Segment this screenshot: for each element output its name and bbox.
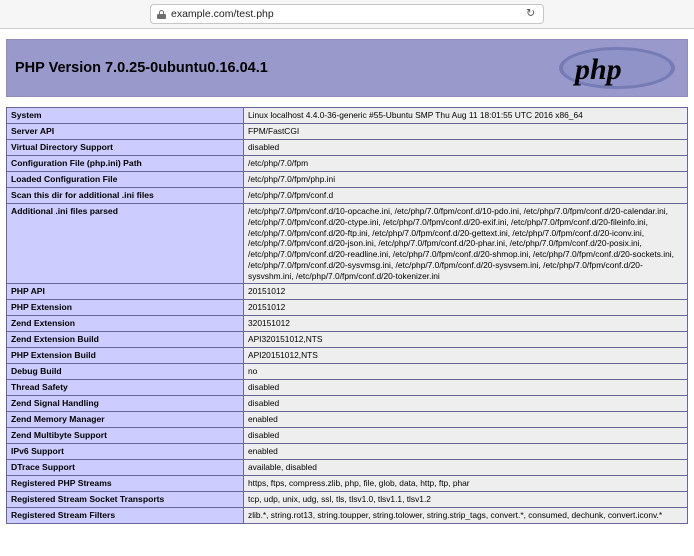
browser-toolbar (0, 0, 694, 29)
page-title: PHP Version 7.0.25-0ubuntu0.16.04.1 (15, 60, 268, 76)
row-value: /etc/php/7.0/fpm/conf.d/10-opcache.ini, /etc/php/7.0/fpm/conf.d/10-pdo.ini, /etc/php/7.0/fpm/conf.d/20-calendar.ini, /etc/php/7.0/fpm/conf.d/20-ctype.ini, /etc/php/7.0/fpm/conf.d/20-exif.ini, /etc/php/7.0/fpm/conf.d/20-fileinfo.ini, /etc/php/7.0/fpm/conf.d/20-ftp.ini, /etc/php/7.0/fpm/conf.d/20-gettext.ini, /etc/php/7.0/fpm/conf.d/20-iconv.ini, /etc/php/7.0/fpm/conf.d/20-json.ini, /etc/php/7.0/fpm/conf.d/20-phar.ini, /etc/php/7.0/fpm/conf.d/20-posix.ini, /etc/php/7.0/fpm/conf.d/20-readline.ini, /etc/php/7.0/fpm/conf.d/20-shmop.ini, /etc/php/7.0/fpm/conf.d/20-sockets.ini, /etc/php/7.0/fpm/conf.d/20-sysvmsg.ini, /etc/php/7.0/fpm/conf.d/20-sysvsem.ini, /etc/php/7.0/fpm/conf.d/20-sysvshm.ini, /etc/php/7.0/fpm/conf.d/20-tokenizer.ini (244, 204, 688, 284)
table-row (7, 140, 688, 156)
row-key: DTrace Support (7, 460, 244, 476)
row-key: Zend Signal Handling (7, 396, 244, 412)
row-value: tcp, udp, unix, udg, ssl, tls, tlsv1.0, tlsv1.1, tlsv1.2 (244, 492, 688, 508)
table-row (7, 380, 688, 396)
lock-icon (157, 10, 166, 19)
row-value: disabled (244, 396, 688, 412)
row-key: Server API (7, 124, 244, 140)
table-row (7, 396, 688, 412)
phpinfo-table-body (7, 108, 688, 524)
table-row (7, 172, 688, 188)
page-content (0, 29, 694, 524)
row-value: 20151012 (244, 300, 688, 316)
row-value: no (244, 364, 688, 380)
svg-text:php: php (575, 53, 622, 86)
row-key: Zend Memory Manager (7, 412, 244, 428)
phpinfo-table (6, 107, 688, 524)
row-key: Registered Stream Socket Transports (7, 492, 244, 508)
table-row (7, 492, 688, 508)
row-value: 20151012 (244, 284, 688, 300)
row-key: System (7, 108, 244, 124)
row-key: Scan this dir for additional .ini files (7, 188, 244, 204)
table-row (7, 444, 688, 460)
row-value: available, disabled (244, 460, 688, 476)
row-value: disabled (244, 380, 688, 396)
row-key: Registered PHP Streams (7, 476, 244, 492)
table-row (7, 428, 688, 444)
row-key: Registered Stream Filters (7, 508, 244, 524)
table-row (7, 508, 688, 524)
table-row (7, 300, 688, 316)
table-row (7, 412, 688, 428)
address-bar[interactable] (150, 4, 544, 24)
table-row (7, 108, 688, 124)
row-key: PHP Extension (7, 300, 244, 316)
row-value: https, ftps, compress.zlib, php, file, glob, data, http, ftp, phar (244, 476, 688, 492)
row-key: Zend Multibyte Support (7, 428, 244, 444)
table-row (7, 348, 688, 364)
row-key: PHP API (7, 284, 244, 300)
row-key: Thread Safety (7, 380, 244, 396)
table-row (7, 332, 688, 348)
table-row (7, 316, 688, 332)
row-value: enabled (244, 444, 688, 460)
row-value: API20151012,NTS (244, 348, 688, 364)
row-value: FPM/FastCGI (244, 124, 688, 140)
table-row (7, 460, 688, 476)
table-row (7, 188, 688, 204)
phpinfo-header (6, 39, 688, 97)
php-logo-icon (557, 44, 677, 92)
row-key: PHP Extension Build (7, 348, 244, 364)
row-key: Virtual Directory Support (7, 140, 244, 156)
row-value: /etc/php/7.0/fpm/conf.d (244, 188, 688, 204)
row-value: API320151012,NTS (244, 332, 688, 348)
row-value: /etc/php/7.0/fpm (244, 156, 688, 172)
address-bar-url: example.com/test.php (171, 8, 274, 20)
row-key: IPv6 Support (7, 444, 244, 460)
row-value: enabled (244, 412, 688, 428)
row-key: Additional .ini files parsed (7, 204, 244, 284)
table-row (7, 156, 688, 172)
row-key: Configuration File (php.ini) Path (7, 156, 244, 172)
row-value: disabled (244, 428, 688, 444)
table-row (7, 476, 688, 492)
row-key: Zend Extension Build (7, 332, 244, 348)
table-row (7, 284, 688, 300)
row-value: zlib.*, string.rot13, string.toupper, string.tolower, string.strip_tags, convert.*, consumed, dechunk, convert.iconv.* (244, 508, 688, 524)
row-value: Linux localhost 4.4.0-36-generic #55-Ubuntu SMP Thu Aug 11 18:01:55 UTC 2016 x86_64 (244, 108, 688, 124)
reload-icon[interactable]: ↻ (526, 7, 536, 20)
row-value: /etc/php/7.0/fpm/php.ini (244, 172, 688, 188)
row-value: disabled (244, 140, 688, 156)
row-value: 320151012 (244, 316, 688, 332)
row-key: Zend Extension (7, 316, 244, 332)
table-row (7, 204, 688, 284)
table-row (7, 364, 688, 380)
row-key: Loaded Configuration File (7, 172, 244, 188)
table-row (7, 124, 688, 140)
row-key: Debug Build (7, 364, 244, 380)
